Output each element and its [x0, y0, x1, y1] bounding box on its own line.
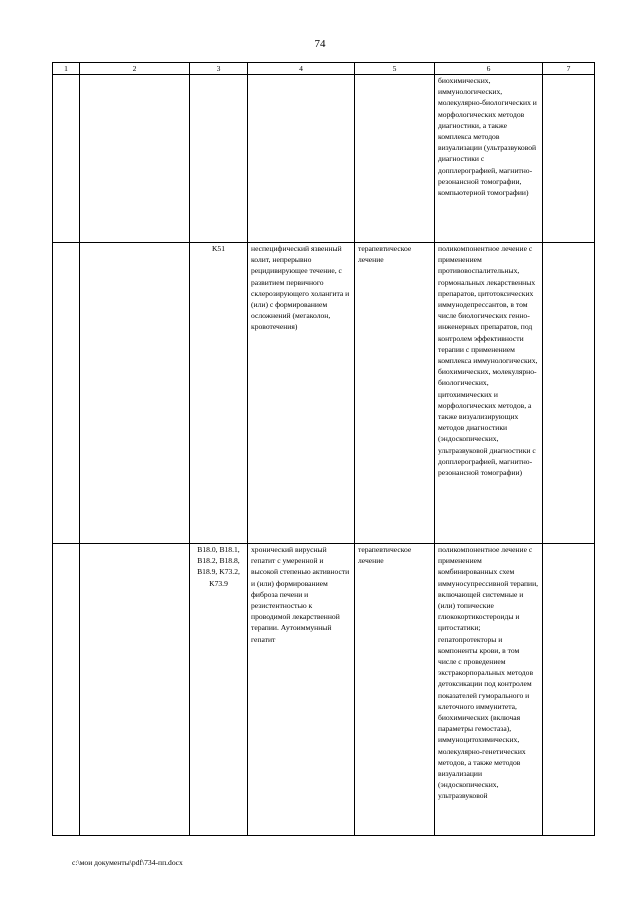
column-header: 1	[53, 63, 80, 75]
table-cell: биохимических, иммунологических, молекулярно-биологических и морфологических методов диагностики, а также комплекса методов визуализации (ультразвуковой диагностики с допплерографией, магнитно-резонансной томографии, компьютерной томографии)	[435, 75, 543, 243]
table-cell	[543, 243, 595, 544]
table-cell: хронический вирусный гепатит с умеренной и высокой степенью активности и (или) формированием фиброза печени и резистентностью к проводимой лекарственной терапии. Аутоиммунный гепатит	[248, 544, 355, 836]
table-cell: поликомпонентное лечение с применением противовоспалительных, гормональных лекарственных препаратов, цитотоксических иммунодепрессантов, в том числе биологических генно-инженерных препаратов, под контролем эффективности терапии с применением комплекса иммунологических, биохимических, молекулярно-биологических, цитохимических и морфологических методов, а также визуализирующих методов диагностики (эндоскопических, ультразвуковой диагностики с допплерографией, магнитно-резонансной томографии)	[435, 243, 543, 544]
table-cell: терапевтическое лечение	[355, 544, 435, 836]
column-header: 2	[80, 63, 190, 75]
column-header: 3	[190, 63, 248, 75]
table-cell: неспецифический язвенный колит, непрерывно рецидивирующее течение, с развитием первичного склерозирующего холангита и (или) с формированием осложнений (мегаколон, кровотечения)	[248, 243, 355, 544]
column-header: 4	[248, 63, 355, 75]
column-header: 6	[435, 63, 543, 75]
table-cell	[53, 75, 80, 243]
table-cell	[248, 75, 355, 243]
treatment-table	[52, 62, 595, 836]
table-cell	[190, 75, 248, 243]
table-cell	[53, 544, 80, 836]
table-row	[53, 243, 595, 544]
column-header: 7	[543, 63, 595, 75]
table-cell: K51	[190, 243, 248, 544]
table-header-row	[53, 63, 595, 75]
table-cell: терапевтическое лечение	[355, 243, 435, 544]
file-path-footer: c:\мои документы\pdf\734-пп.docx	[72, 858, 183, 867]
table-cell	[543, 75, 595, 243]
table-cell: поликомпонентное лечение с применением комбинированных схем иммуносупрессивной терапии, включающей системные и (или) топические глюкокортикостероиды и цитостатики; гепатопротекторы и компоненты крови, в том числе с проведением экстракорпоральных методов детоксикации под контролем показателей гуморального и клеточного иммунитета, биохимических (включая параметры гемостаза), иммуноцитохимических, молекулярно-генетических методов, а также методов визуализации (эндоскопических, ультразвуковой	[435, 544, 543, 836]
table-cell	[80, 243, 190, 544]
table-cell	[53, 243, 80, 544]
table-cell	[80, 75, 190, 243]
table-cell	[355, 75, 435, 243]
page-number: 74	[314, 38, 326, 50]
table-cell: B18.0, B18.1, B18.2, B18.8, B18.9, K73.2, K73.9	[190, 544, 248, 836]
column-header: 5	[355, 63, 435, 75]
table-row	[53, 544, 595, 836]
table-cell	[543, 544, 595, 836]
table-cell	[80, 544, 190, 836]
table-row	[53, 75, 595, 243]
